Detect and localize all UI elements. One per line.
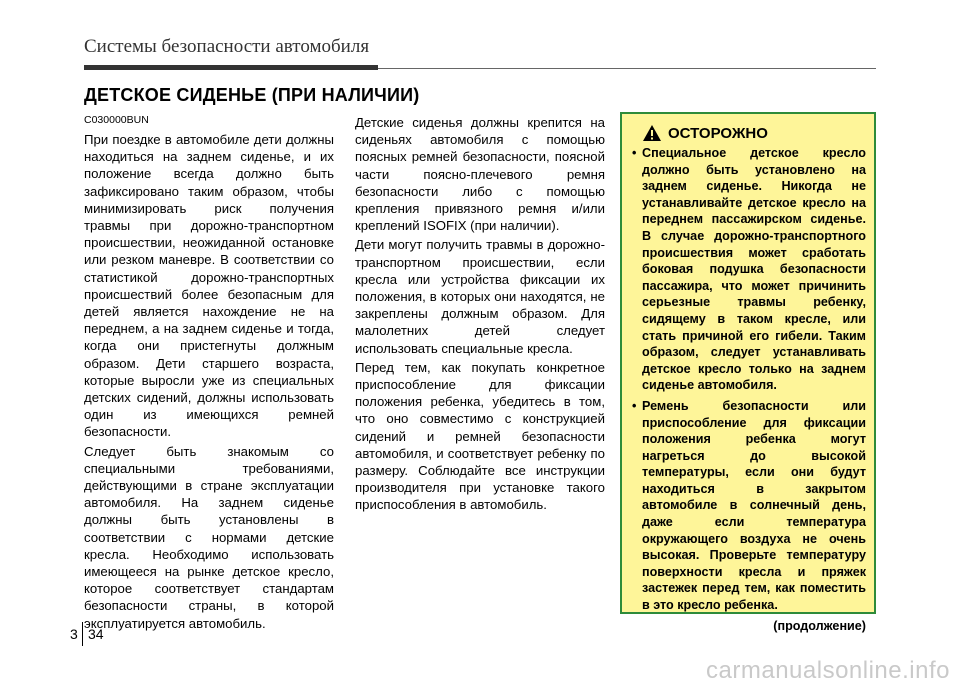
continued-label: (продолжение)	[773, 618, 866, 633]
paragraph: Следует быть знакомым со специальными требованиями, действующими в стране эксплуатации автомобиля. На заднем сиденье должны быть установлены в соответствии с нормами детские кресла. Необходимо использовать имеющееся на рынке детское кресло, которое соответствует стандартам безопасности страны, в которой эксплуатируется автомобиль.	[84, 443, 334, 631]
paragraph: Дети могут получить травмы в дорожно-транспортном происшествии, если кресла или устройства фиксации их положения, в которых они находятся, не закреплены должным образом. Для малолетних детей следует использовать специальные кресла.	[355, 237, 605, 356]
warning-title: ОСТОРОЖНО	[668, 124, 768, 142]
chapter-number: 3	[70, 626, 78, 642]
header-rule-thick	[84, 65, 378, 70]
paragraph: Перед тем, как покупать конкретное приспособление для фиксации положения ребенка, убедитесь в том, что оно совместимо с конструкцией сидений и ремней безопасности автомобиля, и соответствует ребенку по размеру. Соблюдайте все инструкции производителя при установке такого приспособления в автомобиль.	[355, 359, 605, 513]
text-column-left	[84, 114, 334, 634]
warning-box	[620, 112, 876, 633]
warning-header	[642, 124, 866, 142]
page-number-divider	[82, 622, 83, 646]
page-number: 34	[88, 626, 104, 642]
warning-item: • Ремень безопасности или приспособление для фиксации положения ребенка могут нагреться до высокой температуры, если они будут находиться в закрытом автомобиле в солнечный день, даже если температура окружающего воздуха не очень высокая. Проверьте температуру поверхности кресла и пряжек застежек перед тем, как поместить в это кресло ребенка.	[632, 398, 866, 614]
section-title: ДЕТСКОЕ СИДЕНЬЕ (ПРИ НАЛИЧИИ)	[84, 85, 420, 105]
section-code: C030000BUN	[84, 114, 149, 126]
running-title: Системы безопасности автомобиля	[84, 36, 370, 57]
watermark: carmanualsonline.info	[706, 657, 950, 684]
warning-list	[632, 145, 866, 614]
header-rule-thin	[378, 68, 876, 69]
warning-triangle-icon	[642, 124, 662, 142]
paragraph: Детские сиденья должны крепится на сиденьях автомобиля с помощью поясных ремней безопасности, поясной части поясно-плечевого ремня безопасности либо с помощью крепления привязного ремня и/или креплений ISOFIX (при наличии).	[355, 115, 605, 234]
text-column-middle	[355, 114, 605, 516]
paragraph: При поездке в автомобиле дети должны находиться на заднем сиденье, и их положение всегда должно быть зафиксировано таким образом, чтобы минимизировать риск получения травмы при дорожно-транспортном происшествии, неожиданной остановке или резком маневре. В соответствии со статистикой дорожно-транспортных происшествий более безопасным для детей является нахождение не на переднем, а на заднем сиденье и тогда, когда они пристегнуты должным образом. Дети старшего возраста, которые выросли уже из специальных детских сидений, должны использовать один из имеющихся ремней безопасности.	[84, 132, 334, 440]
warning-item: • Специальное детское кресло должно быть установлено на заднем сиденье. Никогда не устанавливайте детское кресло на переднем пассажирском сиденье. В случае дорожно-транспортного происшествия может сработать боковая подушка безопасности пассажира, что может причинить серьезные травмы ребенку, сидящему в таком кресле, или стать причиной его гибели. Таким образом, следует устанавливать детское кресло только на заднем сиденье автомобиля.	[632, 145, 866, 394]
